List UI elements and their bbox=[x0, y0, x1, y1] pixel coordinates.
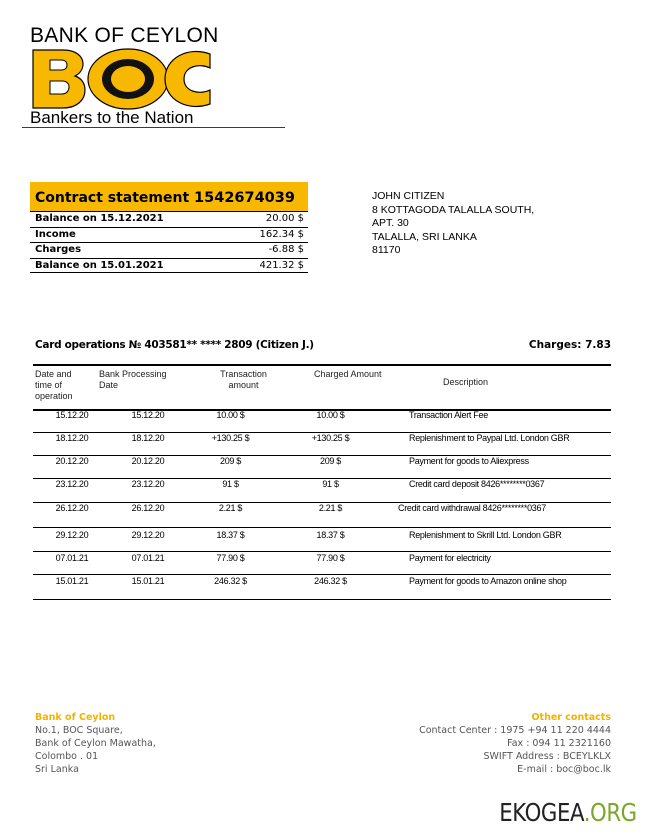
watermark-suffix: .ORG bbox=[583, 798, 637, 827]
summary-label: Charges bbox=[35, 244, 82, 255]
cell-processing-date: 15.01.21 bbox=[131, 576, 165, 586]
footer-line: Bank of Ceylon Mawatha, bbox=[35, 738, 156, 749]
card-operations-title: Card operations № 403581** **** 2809 (Citizen J.) bbox=[35, 339, 314, 351]
footer-contacts bbox=[419, 711, 611, 776]
card-charges: Charges: 7.83 bbox=[528, 339, 611, 351]
summary-row bbox=[30, 227, 308, 243]
cell-transaction-amount: 10.00 $ bbox=[216, 410, 245, 420]
col-header-transaction: Transaction amount bbox=[220, 369, 267, 390]
watermark-main: EKOGEA bbox=[499, 798, 584, 827]
address-line: JOHN CITIZEN bbox=[372, 190, 445, 202]
cell-charged-amount: 10.00 $ bbox=[316, 410, 345, 420]
table-row bbox=[33, 433, 611, 447]
cell-date: 20.12.20 bbox=[55, 456, 89, 466]
cell-processing-date: 26.12.20 bbox=[131, 503, 165, 513]
col-header-charged: Charged Amount bbox=[314, 369, 382, 379]
cell-description: Transaction Alert Fee bbox=[409, 410, 488, 420]
table-row bbox=[33, 410, 611, 424]
footer-line: Sri Lanka bbox=[35, 764, 79, 775]
footer-line: No.1, BOC Square, bbox=[35, 725, 123, 736]
summary-row bbox=[30, 211, 308, 227]
cell-charged-amount: +130.25 $ bbox=[311, 433, 350, 443]
cell-description: Replenishment to Paypal Ltd. London GBR bbox=[409, 433, 570, 443]
cell-charged-amount: 246.32 $ bbox=[314, 576, 347, 586]
table-row bbox=[33, 553, 611, 567]
cell-description: Replenishment to Skrill Ltd. London GBR bbox=[409, 530, 562, 540]
summary-label: Balance on 15.12.2021 bbox=[35, 213, 164, 224]
col-header-date: Date and time of operation bbox=[35, 369, 73, 401]
tagline: Bankers to the Nation bbox=[30, 108, 194, 127]
cell-date: 07.01.21 bbox=[55, 553, 89, 563]
cell-transaction-amount: 91 $ bbox=[222, 479, 239, 489]
summary-label: Balance on 15.01.2021 bbox=[35, 259, 164, 271]
cell-charged-amount: 91 $ bbox=[322, 479, 339, 489]
cell-description: Credit card withdrawal 8426********0367 bbox=[398, 503, 546, 513]
cell-processing-date: 15.12.20 bbox=[131, 410, 165, 420]
footer-left-title: Bank of Ceylon bbox=[35, 712, 116, 723]
cell-description: Payment for goods to Aliexpress bbox=[409, 456, 529, 466]
customer-address bbox=[372, 190, 534, 258]
cell-date: 23.12.20 bbox=[55, 479, 89, 489]
cell-processing-date: 18.12.20 bbox=[131, 433, 165, 443]
summary-row bbox=[30, 242, 308, 258]
col-header-description: Description bbox=[443, 377, 489, 387]
col-header-processing: Bank Processing Date bbox=[99, 369, 167, 390]
summary-value: -6.88 $ bbox=[268, 244, 304, 255]
table-row bbox=[33, 479, 611, 493]
row-divider bbox=[33, 599, 611, 600]
boc-logo bbox=[30, 48, 230, 110]
cell-processing-date: 20.12.20 bbox=[131, 456, 165, 466]
address-line: TALALLA, SRI LANKA bbox=[372, 230, 477, 243]
cell-date: 18.12.20 bbox=[55, 433, 89, 443]
cell-date: 29.12.20 bbox=[55, 530, 89, 540]
summary-value: 162.34 $ bbox=[259, 228, 304, 240]
footer-line: E-mail : boc@boc.lk bbox=[517, 764, 611, 775]
cell-transaction-amount: 209 $ bbox=[219, 456, 242, 466]
bank-name: BANK OF CEYLON bbox=[30, 24, 219, 47]
footer-address bbox=[35, 711, 156, 776]
cell-transaction-amount: 77.90 $ bbox=[216, 553, 245, 563]
header-divider bbox=[22, 127, 285, 128]
summary-value: 20.00 $ bbox=[265, 213, 304, 224]
table-row bbox=[33, 576, 611, 590]
table-row bbox=[33, 503, 611, 517]
contract-statement-title bbox=[30, 182, 308, 211]
address-line: 81170 bbox=[372, 244, 401, 256]
address-line: 8 KOTTAGODA TALALLA SOUTH, bbox=[372, 203, 535, 216]
address-line: APT. 30 bbox=[372, 217, 409, 229]
cell-charged-amount: 77.90 $ bbox=[316, 553, 345, 563]
cell-date: 15.12.20 bbox=[55, 410, 89, 420]
summary-label: Income bbox=[35, 228, 76, 240]
watermark bbox=[500, 798, 637, 827]
footer-line: SWIFT Address : BCEYLKLX bbox=[483, 751, 611, 762]
cell-date: 26.12.20 bbox=[55, 503, 89, 513]
footer-line: Contact Center : 1975 +94 11 220 4444 bbox=[419, 725, 611, 736]
cell-transaction-amount: 2.21 $ bbox=[218, 503, 243, 513]
cell-processing-date: 23.12.20 bbox=[131, 479, 165, 489]
row-divider bbox=[33, 527, 611, 528]
cell-processing-date: 29.12.20 bbox=[131, 530, 165, 540]
table-top-rule bbox=[33, 364, 611, 366]
summary-value: 421.32 $ bbox=[259, 259, 304, 271]
cell-description: Payment for electricity bbox=[409, 553, 491, 563]
cell-transaction-amount: +130.25 $ bbox=[211, 433, 250, 443]
cell-charged-amount: 2.21 $ bbox=[318, 503, 343, 513]
table-row bbox=[33, 456, 611, 470]
table-row bbox=[33, 530, 611, 544]
cell-charged-amount: 209 $ bbox=[319, 456, 342, 466]
summary-row bbox=[30, 258, 308, 274]
cell-transaction-amount: 18.37 $ bbox=[216, 530, 245, 540]
cell-description: Payment for goods to Amazon online shop bbox=[409, 576, 567, 586]
footer-line: Colombo . 01 bbox=[35, 751, 99, 762]
contract-number: 1542674039 bbox=[194, 190, 295, 206]
row-divider bbox=[33, 551, 611, 552]
statement-title-label: Contract statement bbox=[35, 190, 190, 206]
cell-processing-date: 07.01.21 bbox=[131, 553, 165, 563]
summary-table bbox=[30, 211, 308, 273]
cell-description: Credit card deposit 8426********0367 bbox=[409, 479, 545, 489]
cell-charged-amount: 18.37 $ bbox=[316, 530, 345, 540]
cell-transaction-amount: 246.32 $ bbox=[214, 576, 247, 586]
row-divider bbox=[33, 574, 611, 575]
footer-right-title: Other contacts bbox=[531, 712, 611, 723]
footer-line: Fax : 094 11 2321160 bbox=[507, 738, 611, 749]
cell-date: 15.01.21 bbox=[55, 576, 89, 586]
